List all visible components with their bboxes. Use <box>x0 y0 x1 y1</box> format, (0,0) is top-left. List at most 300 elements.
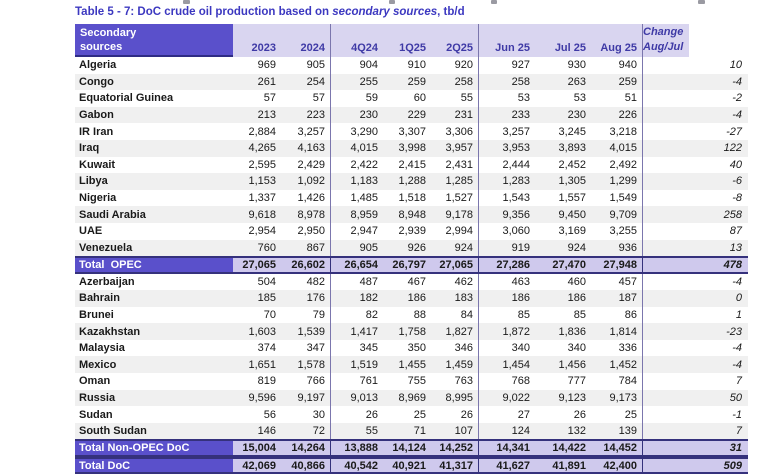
row-label: Libya <box>79 175 108 188</box>
table-row-russia <box>75 390 748 407</box>
value-cell: 182 <box>359 292 378 305</box>
row-label: Nigeria <box>79 192 117 205</box>
value-cell: 463 <box>511 275 530 288</box>
value-cell: 9,178 <box>431 206 479 223</box>
value-cell: 1,527 <box>431 190 479 207</box>
row-label: Azerbaijan <box>79 275 135 288</box>
table-header-row <box>75 24 748 57</box>
value-cell: 819 <box>257 375 276 388</box>
row-label: Equatorial Guinea <box>79 92 174 105</box>
row-label: South Sudan <box>79 425 147 438</box>
value-cell: 969 <box>257 59 276 72</box>
table-row-gabon <box>75 107 748 124</box>
value-cell: 25 <box>591 406 643 423</box>
value-cell: 27,065 <box>431 258 479 271</box>
value-cell: 2,994 <box>431 223 479 240</box>
value-cell: 1,518 <box>398 192 426 205</box>
value-cell: 57 <box>263 92 276 105</box>
change-cell: -8 <box>732 192 742 205</box>
value-cell: 4,015 <box>350 142 378 155</box>
change-cell: -4 <box>732 275 742 288</box>
change-cell: -1 <box>732 408 742 421</box>
value-cell: 1,459 <box>431 356 479 373</box>
row-label: Mexico <box>79 358 117 371</box>
value-cell: 8,995 <box>431 390 479 407</box>
header-jul25: Jul 25 <box>535 24 591 57</box>
value-cell: 3,893 <box>558 142 586 155</box>
row-label: Sudan <box>79 408 113 421</box>
value-cell: 336 <box>591 340 643 357</box>
table-row-mexico <box>75 356 748 373</box>
header-jun25: Jun 25 <box>479 24 535 57</box>
value-cell: 1,485 <box>350 192 378 205</box>
value-cell: 258 <box>431 74 479 91</box>
value-cell: 26 <box>573 408 586 421</box>
value-cell: 1,872 <box>502 325 530 338</box>
value-cell: 1,299 <box>591 173 643 190</box>
table-row-iraq <box>75 140 748 157</box>
value-cell: 2,492 <box>591 157 643 174</box>
value-cell: 26,602 <box>281 258 331 271</box>
value-cell: 3,257 <box>281 123 331 140</box>
value-cell: 86 <box>591 307 643 324</box>
value-cell: 482 <box>281 274 331 291</box>
value-cell: 30 <box>281 406 331 423</box>
value-cell: 231 <box>431 107 479 124</box>
value-cell: 763 <box>431 373 479 390</box>
table-row-equatorial-guinea <box>75 90 748 107</box>
table-row-brunei <box>75 307 748 324</box>
value-cell: 9,450 <box>558 208 586 221</box>
value-cell: 3,255 <box>591 223 643 240</box>
value-cell: 186 <box>567 292 586 305</box>
value-cell: 3,218 <box>591 123 643 140</box>
value-cell: 3,245 <box>558 125 586 138</box>
value-cell: 261 <box>257 75 276 88</box>
value-cell: 2,452 <box>558 158 586 171</box>
value-cell: 467 <box>407 275 426 288</box>
value-cell: 40,921 <box>383 459 431 472</box>
value-cell: 457 <box>591 274 643 291</box>
value-cell: 14,452 <box>591 441 643 454</box>
table-row-libya <box>75 173 748 190</box>
value-cell: 259 <box>591 74 643 91</box>
change-cell: 1 <box>735 309 742 321</box>
value-cell: 13,888 <box>331 441 383 454</box>
value-cell: 347 <box>281 340 331 357</box>
value-cell: 27,470 <box>535 258 591 271</box>
value-cell: 760 <box>257 241 276 254</box>
row-label: UAE <box>79 225 103 238</box>
change-cell: -4 <box>732 109 742 122</box>
change-cell: -4 <box>732 342 742 355</box>
value-cell: 4,265 <box>248 142 276 155</box>
row-label: Malaysia <box>79 342 125 355</box>
value-cell: 79 <box>281 307 331 324</box>
value-cell: 186 <box>511 292 530 305</box>
value-cell: 8,959 <box>350 208 378 221</box>
row-label: Total Non-OPEC DoC <box>75 441 233 454</box>
value-cell: 936 <box>591 240 643 257</box>
row-label: Oman <box>79 375 111 388</box>
value-cell: 2,422 <box>350 158 378 171</box>
change-cell: -27 <box>726 125 742 138</box>
value-cell: 26 <box>431 406 479 423</box>
value-cell: 340 <box>511 342 530 355</box>
value-cell: 8,978 <box>281 206 331 223</box>
value-cell: 229 <box>407 109 426 122</box>
value-cell: 1,305 <box>558 175 586 188</box>
value-cell: 3,306 <box>431 123 479 140</box>
row-label: Total DoC <box>75 459 233 472</box>
row-label: Kazakhstan <box>79 325 141 338</box>
header-change-line1: Change <box>643 26 684 38</box>
table-title-suffix: , tb/d <box>437 6 465 18</box>
value-cell: 176 <box>281 290 331 307</box>
value-cell: 350 <box>407 342 426 355</box>
table-row-algeria <box>75 57 748 74</box>
value-cell: 1,836 <box>558 325 586 338</box>
value-cell: 8,948 <box>398 208 426 221</box>
value-cell: 26,654 <box>331 258 383 271</box>
value-cell: 187 <box>591 290 643 307</box>
value-cell: 15,004 <box>233 441 281 454</box>
row-label: IR Iran <box>79 125 114 138</box>
table-row-kuwait <box>75 157 748 174</box>
value-cell: 766 <box>281 373 331 390</box>
value-cell: 55 <box>431 90 479 107</box>
change-cell: 0 <box>735 292 742 305</box>
value-cell: 920 <box>431 57 479 74</box>
value-cell: 258 <box>511 75 530 88</box>
value-cell: 183 <box>431 290 479 307</box>
value-cell: 9,173 <box>591 390 643 407</box>
value-cell: 14,341 <box>479 441 535 454</box>
value-cell: 3,998 <box>398 142 426 155</box>
value-cell: 904 <box>359 59 378 72</box>
value-cell: 9,022 <box>502 391 530 404</box>
value-cell: 56 <box>263 408 276 421</box>
value-cell: 2,415 <box>398 158 426 171</box>
header-label-line2: sources <box>80 41 123 53</box>
value-cell: 85 <box>517 309 530 321</box>
value-cell: 72 <box>281 423 331 440</box>
value-cell: 374 <box>257 342 276 355</box>
value-cell: 124 <box>511 425 530 438</box>
value-cell: 9,709 <box>591 206 643 223</box>
value-cell: 59 <box>365 92 378 105</box>
value-cell: 27,065 <box>233 258 281 271</box>
value-cell: 25 <box>413 408 426 421</box>
total-row-total-non-opec-doc <box>75 439 748 456</box>
value-cell: 27,948 <box>591 258 643 271</box>
row-label: Russia <box>79 391 116 404</box>
value-cell: 9,013 <box>350 391 378 404</box>
value-cell: 487 <box>359 275 378 288</box>
row-label: Kuwait <box>79 158 116 171</box>
value-cell: 9,618 <box>248 208 276 221</box>
value-cell: 1,651 <box>248 358 276 371</box>
value-cell: 1,456 <box>558 358 586 371</box>
change-cell: -2 <box>732 92 742 105</box>
header-label-line1: Secondary <box>80 26 137 39</box>
value-cell: 53 <box>573 92 586 105</box>
value-cell: 919 <box>511 241 530 254</box>
change-cell: 509 <box>643 459 748 472</box>
header-4q24: 4Q24 <box>331 24 383 57</box>
value-cell: 40,866 <box>281 459 331 472</box>
value-cell: 41,891 <box>535 459 591 472</box>
value-cell: 14,264 <box>281 441 331 454</box>
row-label: Iraq <box>79 142 100 155</box>
value-cell: 254 <box>281 74 331 91</box>
value-cell: 462 <box>431 274 479 291</box>
value-cell: 230 <box>567 109 586 122</box>
table-title-emphasis: secondary sources <box>332 6 438 18</box>
value-cell: 233 <box>511 109 530 122</box>
change-cell: 122 <box>723 142 742 155</box>
value-cell: 26,797 <box>383 258 431 271</box>
value-cell: 57 <box>281 90 331 107</box>
value-cell: 1,519 <box>350 358 378 371</box>
value-cell: 1,539 <box>281 323 331 340</box>
value-cell: 905 <box>359 241 378 254</box>
table-row-south-sudan <box>75 423 748 440</box>
value-cell: 2,947 <box>350 225 378 238</box>
value-cell: 1,417 <box>350 325 378 338</box>
total-row-total-doc <box>75 457 748 474</box>
value-cell: 2,954 <box>248 225 276 238</box>
value-cell: 82 <box>365 309 378 321</box>
value-cell: 41,627 <box>479 459 535 472</box>
value-cell: 1,285 <box>431 173 479 190</box>
value-cell: 1,549 <box>591 190 643 207</box>
header-change <box>643 24 689 57</box>
value-cell: 26 <box>365 408 378 421</box>
row-label: Bahrain <box>79 292 120 305</box>
value-cell: 777 <box>567 375 586 388</box>
value-cell: 2,429 <box>281 157 331 174</box>
table-title <box>75 6 465 18</box>
cropped-text-remnant <box>183 0 190 4</box>
table-row-bahrain <box>75 290 748 307</box>
value-cell: 1,455 <box>398 358 426 371</box>
value-cell: 4,015 <box>591 140 643 157</box>
value-cell: 3,307 <box>398 125 426 138</box>
value-cell: 53 <box>517 92 530 105</box>
value-cell: 3,957 <box>431 140 479 157</box>
total-row-total-opec <box>75 256 748 273</box>
change-cell: 40 <box>729 158 742 171</box>
change-cell: -6 <box>732 175 742 188</box>
value-cell: 60 <box>413 92 426 105</box>
header-1q25: 1Q25 <box>383 24 431 57</box>
value-cell: 139 <box>591 423 643 440</box>
change-cell: 50 <box>729 391 742 404</box>
value-cell: 940 <box>591 57 643 74</box>
value-cell: 2,939 <box>398 225 426 238</box>
table-body <box>75 57 748 474</box>
table-row-congo <box>75 74 748 91</box>
value-cell: 263 <box>567 75 586 88</box>
change-cell: 31 <box>643 441 748 454</box>
value-cell: 1,827 <box>431 323 479 340</box>
value-cell: 71 <box>413 425 426 438</box>
value-cell: 1,557 <box>558 192 586 205</box>
row-label: Gabon <box>79 109 114 122</box>
value-cell: 927 <box>511 59 530 72</box>
value-cell: 1,454 <box>502 358 530 371</box>
value-cell: 14,124 <box>383 441 431 454</box>
value-cell: 9,356 <box>502 208 530 221</box>
cropped-text-remnant <box>389 0 395 4</box>
change-cell: 87 <box>729 225 742 238</box>
change-cell: 7 <box>735 425 742 438</box>
change-cell: -23 <box>726 325 742 338</box>
value-cell: 259 <box>407 75 426 88</box>
value-cell: 3,060 <box>502 225 530 238</box>
table-row-uae <box>75 223 748 240</box>
value-cell: 185 <box>257 292 276 305</box>
row-label: Algeria <box>79 59 117 72</box>
value-cell: 1,758 <box>398 325 426 338</box>
table-row-kazakhstan <box>75 323 748 340</box>
value-cell: 213 <box>257 109 276 122</box>
value-cell: 1,183 <box>350 175 378 188</box>
value-cell: 230 <box>359 109 378 122</box>
value-cell: 1,337 <box>248 192 276 205</box>
value-cell: 2,595 <box>248 158 276 171</box>
table-row-malaysia <box>75 340 748 357</box>
value-cell: 2,431 <box>431 157 479 174</box>
table-title-prefix: Table 5 - 7: DoC crude oil production based on <box>75 6 333 18</box>
change-cell: 478 <box>643 258 748 271</box>
change-cell: -4 <box>732 75 742 88</box>
value-cell: 1,288 <box>398 175 426 188</box>
value-cell: 2,884 <box>248 125 276 138</box>
value-cell: 1,092 <box>281 173 331 190</box>
row-label: Brunei <box>79 309 114 321</box>
value-cell: 55 <box>365 425 378 438</box>
value-cell: 70 <box>263 309 276 321</box>
value-cell: 504 <box>257 275 276 288</box>
value-cell: 924 <box>567 241 586 254</box>
value-cell: 51 <box>591 90 643 107</box>
value-cell: 1,578 <box>281 356 331 373</box>
value-cell: 1,543 <box>502 192 530 205</box>
value-cell: 924 <box>431 240 479 257</box>
value-cell: 905 <box>281 57 331 74</box>
value-cell: 255 <box>359 75 378 88</box>
value-cell: 146 <box>257 425 276 438</box>
row-label: Venezuela <box>79 241 133 254</box>
value-cell: 88 <box>413 309 426 321</box>
value-cell: 1,153 <box>248 175 276 188</box>
value-cell: 42,400 <box>591 459 643 472</box>
value-cell: 930 <box>567 59 586 72</box>
row-label: Saudi Arabia <box>79 208 146 221</box>
value-cell: 768 <box>511 375 530 388</box>
value-cell: 1,283 <box>502 175 530 188</box>
value-cell: 40,542 <box>331 459 383 472</box>
value-cell: 9,596 <box>248 391 276 404</box>
row-label: Total OPEC <box>75 258 233 271</box>
value-cell: 1,452 <box>591 356 643 373</box>
value-cell: 345 <box>359 342 378 355</box>
value-cell: 85 <box>573 309 586 321</box>
crude-oil-production-table <box>75 24 748 474</box>
value-cell: 27,286 <box>479 258 535 271</box>
table-row-azerbaijan <box>75 274 748 291</box>
value-cell: 2,950 <box>281 223 331 240</box>
value-cell: 9,197 <box>281 390 331 407</box>
value-cell: 14,422 <box>535 441 591 454</box>
header-2q25: 2Q25 <box>431 24 479 57</box>
value-cell: 4,163 <box>281 140 331 157</box>
value-cell: 1,814 <box>591 323 643 340</box>
value-cell: 27 <box>517 408 530 421</box>
value-cell: 460 <box>567 275 586 288</box>
value-cell: 867 <box>281 240 331 257</box>
value-cell: 132 <box>567 425 586 438</box>
table-row-saudi-arabia <box>75 206 748 223</box>
value-cell: 2,444 <box>502 158 530 171</box>
value-cell: 84 <box>431 307 479 324</box>
value-cell: 784 <box>591 373 643 390</box>
value-cell: 3,953 <box>502 142 530 155</box>
table-row-ir-iran <box>75 123 748 140</box>
value-cell: 3,290 <box>350 125 378 138</box>
value-cell: 1,603 <box>248 325 276 338</box>
header-2023: 2023 <box>233 24 281 57</box>
value-cell: 926 <box>407 241 426 254</box>
table-row-oman <box>75 373 748 390</box>
value-cell: 755 <box>407 375 426 388</box>
change-cell: 7 <box>735 375 742 388</box>
header-2024: 2024 <box>281 24 331 57</box>
change-cell: 13 <box>729 241 742 254</box>
value-cell: 1,426 <box>281 190 331 207</box>
value-cell: 186 <box>407 292 426 305</box>
value-cell: 3,169 <box>558 225 586 238</box>
value-cell: 14,252 <box>431 441 479 454</box>
value-cell: 346 <box>431 340 479 357</box>
value-cell: 8,969 <box>398 391 426 404</box>
change-cell: -4 <box>732 358 742 371</box>
header-secondary-sources <box>75 24 233 57</box>
value-cell: 226 <box>591 107 643 124</box>
cropped-text-remnant <box>491 0 497 4</box>
table-row-nigeria <box>75 190 748 207</box>
value-cell: 340 <box>567 342 586 355</box>
value-cell: 223 <box>281 107 331 124</box>
row-label: Congo <box>79 75 114 88</box>
value-cell: 41,317 <box>431 459 479 472</box>
cropped-text-remnant <box>698 0 705 4</box>
value-cell: 107 <box>431 423 479 440</box>
change-cell: 258 <box>723 208 742 221</box>
table-row-sudan <box>75 406 748 423</box>
table-row-venezuela <box>75 240 748 257</box>
header-change-line2: Aug/Jul <box>643 40 684 53</box>
value-cell: 761 <box>359 375 378 388</box>
value-cell: 3,257 <box>502 125 530 138</box>
header-aug25: Aug 25 <box>591 24 643 57</box>
value-cell: 9,123 <box>558 391 586 404</box>
change-cell: 10 <box>729 59 742 72</box>
value-cell: 42,069 <box>233 459 281 472</box>
value-cell: 910 <box>407 59 426 72</box>
